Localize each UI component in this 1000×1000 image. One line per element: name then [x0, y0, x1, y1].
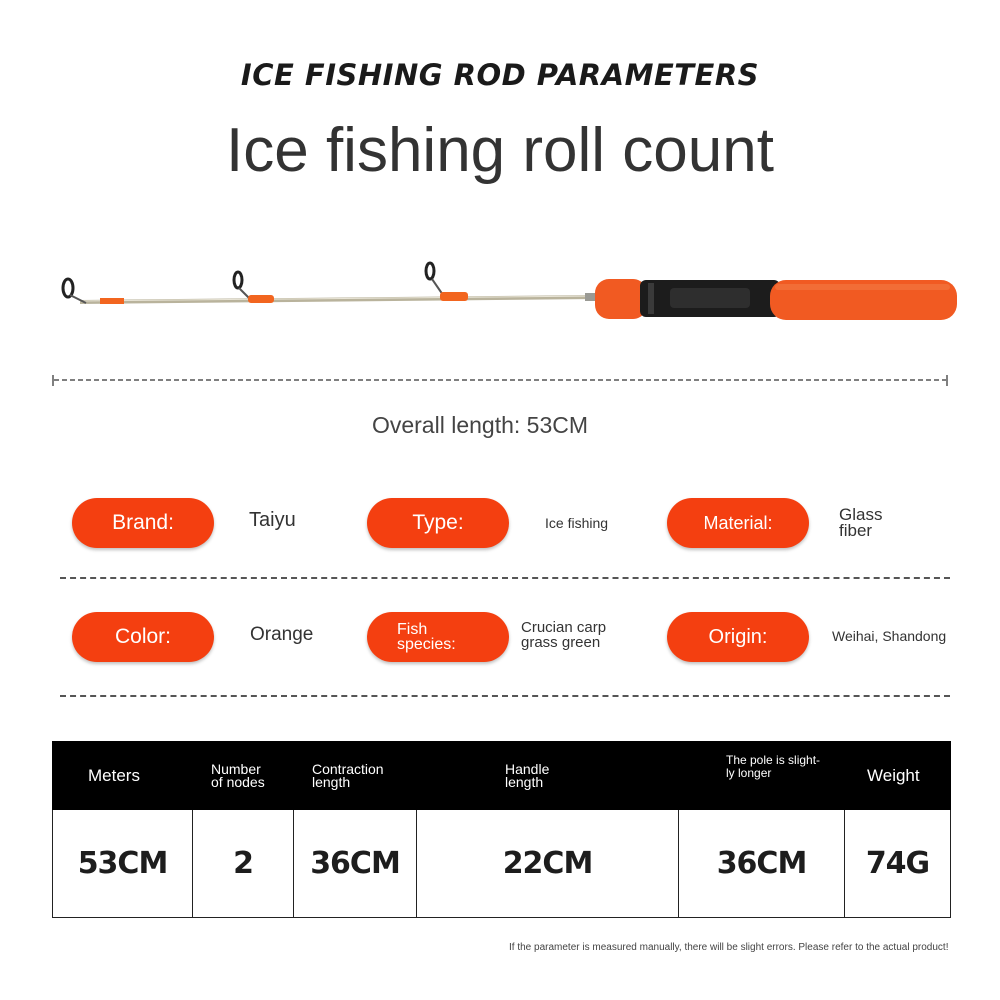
page-subtitle: Ice fishing roll count [226, 116, 774, 185]
header-contraction-line-2: length [312, 773, 351, 790]
material-value-line-1: Glass [839, 505, 883, 524]
header-nodes-line-1: Number [211, 760, 261, 777]
reel-seat-slot [670, 288, 750, 308]
header-pole-line-2: ly longer [726, 766, 772, 780]
brand-value: Taiyu [249, 509, 296, 531]
value-handle-length: 22CM [417, 810, 679, 918]
value-contraction-length: 36CM [294, 810, 417, 918]
header-handle-line-2: length [505, 773, 544, 790]
divider [60, 695, 950, 697]
header-meters: Meters [88, 765, 140, 785]
overall-length: Overall length: 53CM [371, 412, 589, 438]
table-header-cell [845, 742, 951, 810]
origin-value: Weihai, Shandong [832, 628, 947, 644]
value-meters: 53CM [53, 810, 193, 918]
fish-species-label [367, 612, 509, 662]
divider [60, 577, 950, 579]
page-heading: ICE FISHING ROD PARAMETERS [240, 58, 760, 92]
fish-species-label-line-2: species: [397, 636, 456, 653]
table-header-cell [417, 742, 679, 810]
footnote: If the parameter is measured manually, there will be slight errors. Please refer to the actual product! [509, 942, 949, 953]
table-header-cell [53, 742, 193, 810]
fishing-rod-illustration [50, 255, 962, 335]
type-value: Ice fishing [545, 515, 609, 531]
table-header-cell [679, 742, 845, 810]
brand-label: Brand: [72, 498, 214, 548]
fish-species-label-line-1: Fish [397, 621, 428, 638]
line-guide-icon [234, 272, 274, 303]
table-header-row [53, 742, 951, 810]
fish-species-value-line-1: Crucian carp [521, 619, 607, 636]
header-contraction-line-1: Contraction [312, 760, 384, 777]
material-label: Material: [667, 498, 809, 548]
header-pole-line-1: The pole is slight- [726, 753, 821, 767]
material-value [839, 507, 882, 539]
table-header-cell [193, 742, 294, 810]
color-label: Color: [72, 612, 214, 662]
value-weight: 74G [845, 810, 951, 918]
parameter-table [52, 741, 951, 918]
header-handle-line-1: Handle [505, 760, 550, 777]
fore-grip [595, 279, 647, 319]
material-value-line-2: fiber [839, 521, 873, 540]
table-row [53, 810, 951, 918]
table-header-cell [294, 742, 417, 810]
fish-species-value-line-2: grass green [521, 634, 601, 651]
value-nodes: 2 [193, 810, 294, 918]
header-nodes-line-2: of nodes [211, 773, 265, 790]
value-pole-longer: 36CM [679, 810, 845, 918]
rod-shaft [80, 297, 598, 302]
type-label: Type: [367, 498, 509, 548]
header-weight: Weight [867, 765, 920, 785]
color-value: Orange [250, 624, 314, 645]
origin-label: Origin: [667, 612, 809, 662]
line-guide-icon [426, 263, 468, 301]
fish-species-value [521, 620, 606, 650]
length-measure-line [52, 372, 948, 388]
